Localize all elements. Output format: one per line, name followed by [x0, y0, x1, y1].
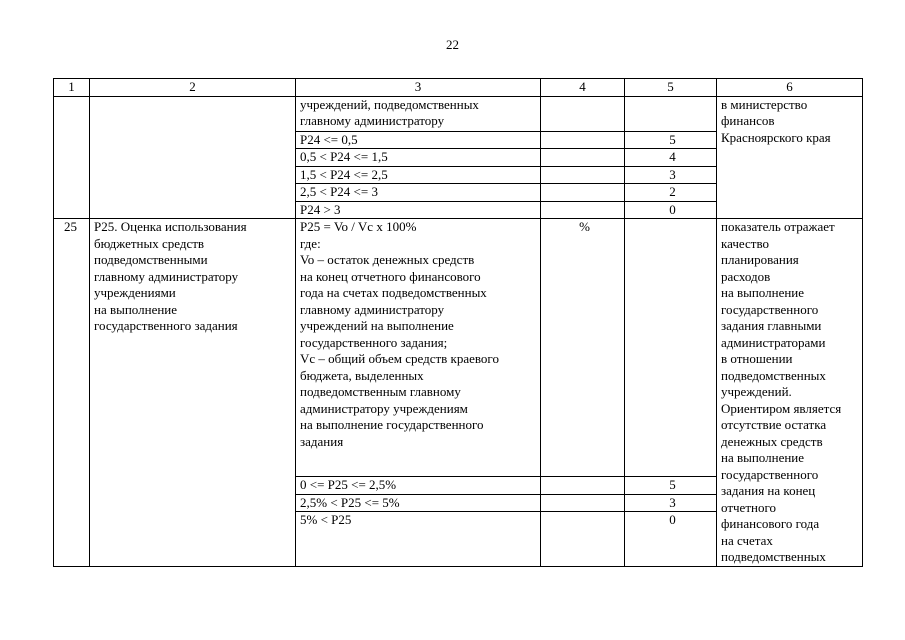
row-25-indicator-line: подведомственными — [94, 252, 208, 267]
row-25-note-line: денежных средств — [721, 433, 823, 449]
score-cell: 5 — [625, 477, 717, 495]
score-cell: 0 — [625, 201, 717, 219]
row-25-note-line: показатель отражает — [721, 219, 835, 234]
unit-cell — [541, 494, 625, 512]
score-cell: 3 — [625, 166, 717, 184]
row-24-note-line: финансов — [721, 113, 775, 128]
row-25-formula-line: главному администратору — [300, 301, 445, 317]
row-25-note-line: расходов — [721, 268, 771, 284]
row-24-formula-cell — [296, 96, 541, 131]
row-24-number-cell — [54, 96, 90, 219]
row-25-indicator-line: государственного задания — [94, 318, 238, 333]
row-24-formula-line: главному администратору — [300, 113, 445, 128]
score-cell: 3 — [625, 494, 717, 512]
score-cell: 2 — [625, 184, 717, 202]
score-cell: 4 — [625, 149, 717, 167]
unit-cell — [541, 477, 625, 495]
row-24-description — [54, 96, 863, 131]
row-25-formula-line: P25 = Vo / Vc x 100% — [300, 219, 417, 234]
row-25-indicator-cell — [90, 219, 296, 567]
row-25-indicator-line: P25. Оценка использования — [94, 219, 247, 234]
condition-cell: 1,5 < P24 <= 2,5 — [296, 166, 541, 184]
condition-cell: 2,5% < P25 <= 5% — [296, 494, 541, 512]
header-cell-4: 4 — [541, 79, 625, 97]
page-number: 22 — [446, 37, 459, 52]
header-cell-3: 3 — [296, 79, 541, 97]
row-25-formula-line: администратору учреждениям — [300, 400, 468, 416]
table-header-row — [54, 79, 863, 97]
row-25-note-line: задания главными — [721, 318, 822, 333]
row-25-note-line: Ориентиром является — [721, 400, 842, 416]
row-25-note-line: государственного — [721, 466, 819, 482]
row-24-unit-cell — [541, 96, 625, 131]
row-25-formula-line: где: — [300, 235, 321, 251]
row-25-formula-line: задания — [300, 433, 344, 449]
score-cell: 0 — [625, 512, 717, 567]
row-25-note-line: на выполнение — [721, 450, 805, 465]
row-25-note-line: финансового года — [721, 516, 820, 531]
unit-cell — [541, 149, 625, 167]
header-cell-1: 1 — [54, 79, 90, 97]
row-25-note-line: задания на конец — [721, 483, 816, 498]
row-25-note-line: на счетах — [721, 532, 773, 548]
row-24-formula-line: учреждений, подведомственных — [300, 96, 479, 112]
row-25-note-line: учреждений. — [721, 384, 792, 399]
condition-cell: 0,5 < P24 <= 1,5 — [296, 149, 541, 167]
row-25-number-cell: 25 — [54, 219, 90, 567]
row-25-formula-cell — [296, 219, 541, 477]
row-25-formula-line: на выполнение государственного — [300, 417, 484, 432]
row-24-score-cell — [625, 96, 717, 131]
unit-cell — [541, 184, 625, 202]
row-24-note-line: в министерство — [721, 96, 808, 112]
unit-cell — [541, 201, 625, 219]
condition-cell: P24 <= 0,5 — [296, 131, 541, 149]
condition-cell: P24 > 3 — [296, 201, 541, 219]
header-cell-6: 6 — [717, 79, 863, 97]
row-25-note-line: администраторами — [721, 334, 826, 350]
row-25-indicator-line: учреждениями — [94, 285, 176, 300]
row-25-note-cell — [717, 219, 863, 567]
row-25-formula-line: Vo – остаток денежных средств — [300, 252, 475, 267]
score-cell: 5 — [625, 131, 717, 149]
row-25-main — [54, 219, 863, 477]
row-25-formula-line: учреждений на выполнение — [300, 318, 454, 333]
condition-cell: 2,5 < P24 <= 3 — [296, 184, 541, 202]
row-25-note-line: государственного — [721, 301, 819, 317]
row-24-indicator-cell — [90, 96, 296, 219]
unit-cell — [541, 131, 625, 149]
row-25-indicator-line: бюджетных средств — [94, 235, 205, 251]
row-25-note-line: планирования — [721, 252, 799, 267]
row-25-note-line: качество — [721, 235, 770, 251]
unit-cell — [541, 166, 625, 184]
row-25-note-line: отчетного — [721, 499, 776, 515]
row-24-note-line: Красноярского края — [721, 129, 831, 145]
row-25-formula-line: на конец отчетного финансового — [300, 268, 481, 284]
header-cell-5: 5 — [625, 79, 717, 97]
row-25-indicator-line: главному администратору — [94, 268, 239, 284]
unit-cell — [541, 512, 625, 567]
criteria-table — [53, 78, 863, 567]
row-25-note-line: на выполнение — [721, 285, 805, 300]
row-25-note-line: отсутствие остатка — [721, 417, 827, 432]
row-25-note-line: подведомственных — [721, 367, 826, 383]
row-25-formula-line: подведомственным главному — [300, 384, 461, 399]
row-25-formula-line: года на счетах подведомственных — [300, 285, 487, 300]
row-24-note-cell — [717, 96, 863, 219]
header-cell-2: 2 — [90, 79, 296, 97]
row-25-formula-line: государственного задания; — [300, 334, 448, 350]
row-25-indicator-line: на выполнение — [94, 301, 178, 317]
row-25-note-line: подведомственных — [721, 549, 826, 564]
condition-cell: 0 <= P25 <= 2,5% — [296, 477, 541, 495]
row-25-score-cell — [625, 219, 717, 477]
row-25-note-line: в отношении — [721, 351, 793, 366]
row-25-formula-line: бюджета, выделенных — [300, 367, 424, 383]
row-25-unit-cell: % — [541, 219, 625, 477]
condition-cell: 5% < P25 — [296, 512, 541, 567]
row-25-formula-line: Vc – общий объем средств краевого — [300, 351, 499, 366]
